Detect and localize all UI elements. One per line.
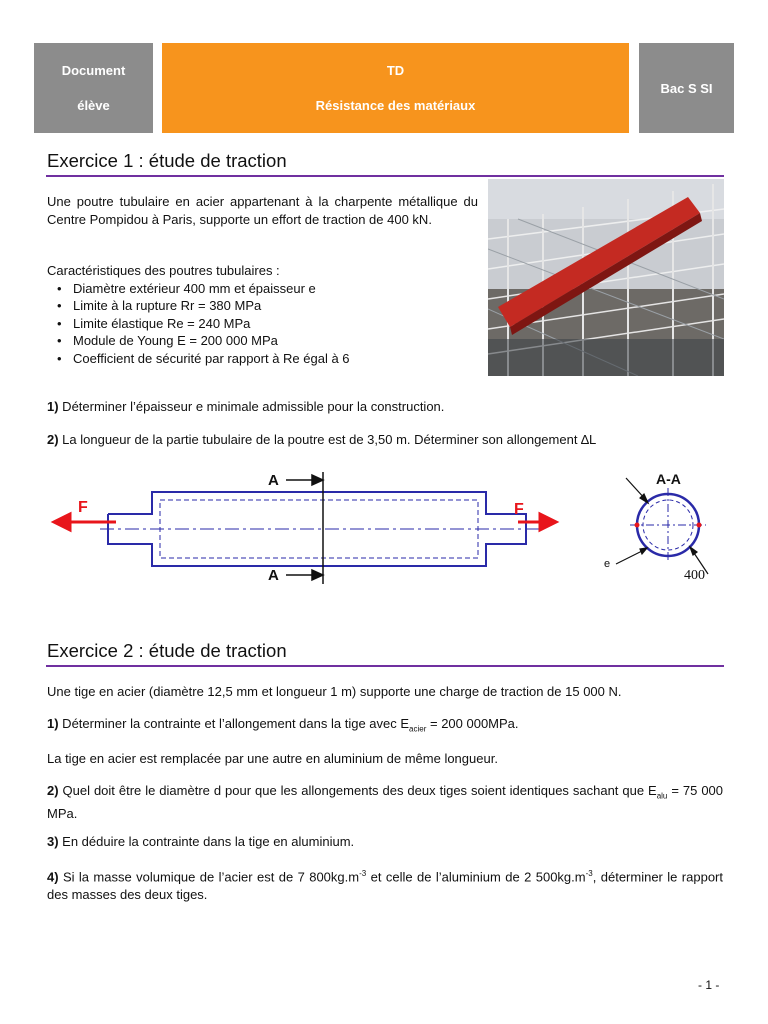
question-number: 2) (47, 432, 59, 447)
question-number: 3) (47, 834, 59, 849)
force-label-right: F (514, 501, 524, 518)
question-number: 4) (47, 869, 59, 885)
superscript: -3 (359, 869, 367, 878)
header-subject-label: Résistance des matériaux (315, 98, 476, 113)
question-text: et celle de l’aluminium de 2 500kg.m (366, 869, 586, 885)
characteristics-title: Caractéristiques des poutres tubulaires : (47, 263, 280, 278)
characteristics-list (47, 280, 478, 368)
question-number: 2) (47, 783, 59, 798)
header-document-label: Document (61, 63, 126, 78)
section-label-bottom: A (268, 567, 279, 584)
header-document-box (34, 43, 153, 133)
exercise2-question2 (47, 782, 723, 823)
question-text: = 75 000 MPa. (47, 783, 724, 822)
exercise2-title: Exercice 2 : étude de traction (47, 640, 287, 661)
thickness-label: e (604, 558, 611, 570)
beam-diagram (40, 462, 570, 592)
header-eleve-label: élève (77, 98, 110, 113)
header-level-box (639, 43, 734, 133)
superscript: -3 (585, 869, 593, 878)
question-number: 1) (47, 399, 59, 414)
subscript: acier (409, 724, 427, 734)
question-text: Déterminer l’épaisseur e minimale admissible pour la construction. (58, 399, 445, 414)
question-text: = 200 000MPa. (426, 716, 519, 731)
exercise1-question1 (47, 398, 727, 416)
question-text: En déduire la contrainte dans la tige en aluminium. (58, 834, 355, 849)
question-number: 1) (47, 716, 59, 731)
header-level-label: Bac S SI (660, 80, 713, 96)
exercise2-question3 (47, 833, 727, 851)
exercise1-intro: Une poutre tubulaire en acier appartenant à la charpente métallique du Centre Pompidou à Paris, supporte un effort de traction de 400 kN. (47, 194, 478, 227)
section-label-top: A (268, 472, 279, 489)
list-item: • Diamètre extérieur 400 mm et épaisseur e (47, 280, 478, 298)
exercise1-question2 (47, 431, 727, 449)
exercise2-replacement: La tige en acier est remplacée par une autre en aluminium de même longueur. (47, 751, 498, 766)
list-item: • Module de Young E = 200 000 MPa (47, 332, 478, 350)
question-text: La longueur de la partie tubulaire de la poutre est de 3,50 m. Déterminer son allongement ∆L (58, 432, 597, 447)
exercise1-title: Exercice 1 : étude de traction (47, 150, 287, 171)
exercise2-divider (46, 665, 724, 667)
question-text: Si la masse volumique de l’acier est de 7 800kg.m (58, 869, 360, 885)
exercise2-question4 (47, 865, 723, 903)
header-td-label: TD (386, 63, 405, 78)
pompidou-photo (488, 179, 724, 376)
exercise2-intro: Une tige en acier (diamètre 12,5 mm et longueur 1 m) supporte une charge de traction de 15 000 N. (47, 684, 622, 699)
question-text: Déterminer la contrainte et l’allongement dans la tige avec E (58, 716, 410, 731)
force-label-left: F (78, 499, 88, 516)
section-title: A-A (656, 471, 681, 487)
diameter-label: 400 (684, 568, 705, 583)
exercise1-characteristics (47, 262, 478, 367)
exercise1-divider (46, 175, 724, 177)
list-item: • Limite à la rupture Rr = 380 MPa (47, 297, 478, 315)
header-title-box (162, 43, 629, 133)
exercise2-question1 (47, 715, 727, 738)
question-text: , déterminer le rapport des masses des deux tiges. (47, 869, 723, 902)
question-text: Quel doit être le diamètre d pour que les allongements des deux tiges soient identiques sachant que E (58, 783, 657, 798)
list-item: • Limite élastique Re = 240 MPa (47, 315, 478, 333)
section-diagram (602, 462, 724, 586)
list-item: • Coefficient de sécurité par rapport à Re égal à 6 (47, 350, 478, 368)
subscript: alu (656, 791, 668, 801)
page-number: - 1 - (698, 978, 720, 992)
